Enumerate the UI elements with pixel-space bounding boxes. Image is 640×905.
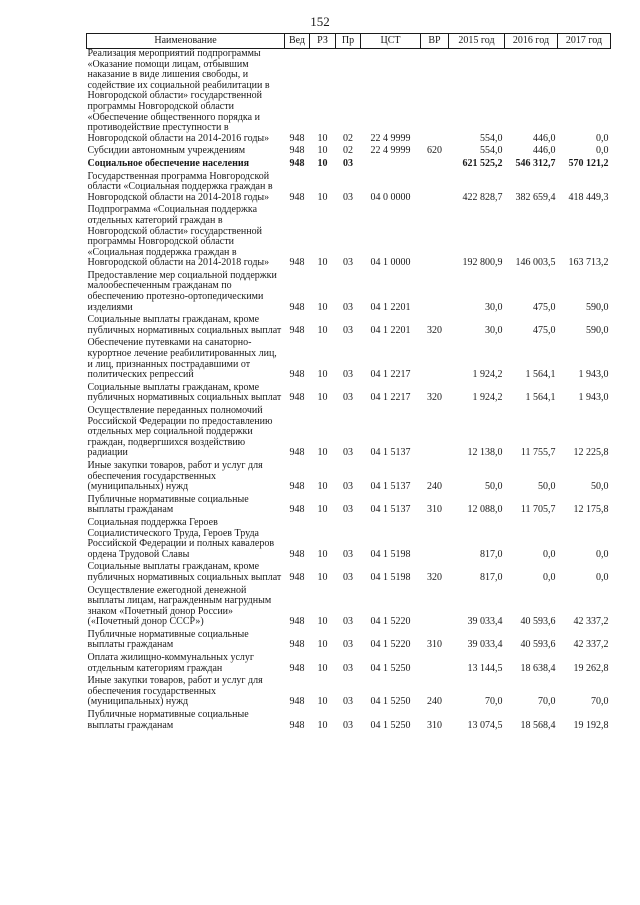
row-value-2016: 475,0 [533,324,556,336]
row-vr [421,271,449,315]
row-vr [421,49,449,147]
row-rz: 10 [317,145,328,157]
row-cst: 04 1 5137 [370,447,411,459]
row-value-2016: 40 593,6 [520,616,556,628]
row-value-2015: 30,0 [485,301,503,313]
row-rz: 10 [317,191,328,203]
row-value-2016: 382 659,4 [515,191,556,203]
table-row [87,271,611,315]
row-ved: 948 [289,301,305,313]
row-name: Иные закупки товаров, работ и услуг для обеспечения государственных (муниципальных) нужд [87,459,263,493]
row-pr: 03 [343,447,353,459]
row-name: Иные закупки товаров, работ и услуг для обеспечения государственных (муниципальных) нужд [87,675,263,708]
row-name: Оплата жилищно-коммунальных услуг отдельным категориям граждан [87,652,255,674]
header-pr: Пр [336,34,361,49]
row-cst: 04 1 0000 [370,257,411,269]
row-rz: 10 [317,369,328,381]
header-cst: ЦСТ [361,34,421,49]
row-pr: 03 [343,639,353,651]
row-value-2016: 70,0 [538,696,556,708]
row-value-2017: 0,0 [596,132,609,144]
row-value-2015: 554,0 [480,132,503,144]
row-pr: 03 [343,369,353,381]
row-cst [361,159,421,172]
row-value-2017: 418 449,3 [568,191,609,203]
row-rz: 10 [317,301,328,313]
row-pr: 03 [343,662,353,674]
table-row [87,172,611,206]
table-row [87,676,611,710]
row-vr: 320 [427,392,442,404]
row-rz: 10 [317,392,328,404]
row-cst: 04 1 5137 [370,504,411,516]
row-value-2016: 1 564,1 [525,369,556,381]
table-row [87,159,611,172]
row-ved: 948 [289,616,305,628]
row-name: Публичные нормативные социальные выплаты гражданам [87,709,249,731]
row-ved: 948 [289,447,305,459]
table-row [87,518,611,562]
budget-table [86,33,611,733]
row-value-2015: 554,0 [480,145,503,157]
row-vr [421,205,449,271]
row-value-2015: 192 800,9 [462,257,503,269]
row-rz: 10 [317,639,328,651]
row-pr: 03 [343,548,353,560]
row-value-2015: 817,0 [480,548,503,560]
row-name: Обеспечение путевками на санаторно-курортное лечение реабилитированных лиц, и лиц, признанных пострадавшими от политических репрессий [87,337,277,381]
row-vr: 310 [427,504,442,516]
table-row [87,461,611,495]
row-pr: 03 [343,324,353,336]
row-value-2016: 1 564,1 [525,392,556,404]
row-ved: 948 [289,662,305,674]
row-ved: 948 [289,257,305,269]
row-rz: 10 [317,504,328,516]
row-rz: 10 [317,481,328,493]
row-value-2017: 590,0 [586,301,609,313]
row-value-2015: 70,0 [485,696,503,708]
row-pr: 03 [343,392,353,404]
row-pr: 03 [343,504,353,516]
row-value-2017: 19 262,8 [573,662,609,674]
row-name: Социальные выплаты гражданам, кроме публичных нормативных социальных выплат [87,314,282,336]
row-ved: 948 [289,504,305,516]
table-row [87,495,611,518]
row-name: Предоставление мер социальной поддержки малообеспеченным гражданам по обеспечению протезно-ортопедическими изделиями [87,269,277,313]
row-vr: 240 [427,696,442,708]
row-value-2017: 19 192,8 [573,719,609,731]
row-vr [421,159,449,172]
row-ved: 948 [289,571,305,583]
table-header-row [87,34,611,49]
row-value-2017: 42 337,2 [573,616,609,628]
row-vr: 320 [427,324,442,336]
row-value-2015: 621 525,2 [462,157,503,169]
row-value-2015: 13 074,5 [467,719,503,731]
row-rz: 10 [317,662,328,674]
row-ved: 948 [289,145,305,157]
row-ved: 948 [289,191,305,203]
table-row [87,586,611,630]
row-value-2016: 11 705,7 [520,504,556,516]
row-value-2017: 570 121,2 [568,157,609,169]
row-cst: 04 1 5220 [370,639,411,651]
header-vr: ВР [421,34,449,49]
row-ved: 948 [289,324,305,336]
row-pr: 03 [343,481,353,493]
row-value-2017: 1 943,0 [578,369,609,381]
row-vr: 620 [427,145,442,157]
table-row [87,49,611,147]
table-row [87,710,611,733]
row-ved: 948 [289,639,305,651]
row-pr: 03 [343,257,353,269]
row-pr: 03 [343,191,353,203]
row-value-2015: 1 924,2 [472,369,503,381]
row-value-2015: 12 138,0 [467,447,503,459]
row-cst: 04 1 5250 [370,696,411,708]
row-cst: 04 1 5250 [370,662,411,674]
row-value-2016: 0,0 [543,571,556,583]
row-ved: 948 [289,157,305,169]
row-value-2015: 13 144,5 [467,662,503,674]
row-vr [421,172,449,206]
row-cst: 04 1 5220 [370,616,411,628]
row-value-2017: 12 175,8 [573,504,609,516]
row-vr: 310 [427,719,442,731]
row-value-2017: 12 225,8 [573,447,609,459]
row-name: Субсидии автономным учреждениям [87,145,246,157]
row-rz: 10 [317,696,328,708]
row-vr [421,586,449,630]
row-value-2016: 0,0 [543,548,556,560]
row-name: Государственная программа Новгородской области «Социальная поддержка граждан в Новгородской области на 2014-2018 годы» [87,170,273,203]
table-row [87,315,611,338]
row-value-2017: 70,0 [591,696,609,708]
row-cst: 22 4 9999 [370,132,411,144]
row-rz: 10 [317,132,328,144]
row-pr: 03 [343,157,353,169]
row-value-2017: 1 943,0 [578,392,609,404]
row-value-2016: 18 638,4 [520,662,556,674]
row-value-2016: 446,0 [533,145,556,157]
row-cst: 04 1 5198 [370,571,411,583]
row-ved: 948 [289,481,305,493]
row-name: Подпрограмма «Социальная поддержка отдельных категорий граждан в Новгородской области» государственной программы Новгородской области «Социальная поддержка граждан в Новгородской области на 2014-2018 годы» [87,204,270,269]
row-ved: 948 [289,696,305,708]
row-value-2015: 39 033,4 [467,639,503,651]
table-row [87,653,611,676]
row-value-2017: 0,0 [596,145,609,157]
row-pr: 02 [343,132,353,144]
row-vr [421,406,449,461]
row-value-2017: 0,0 [596,571,609,583]
table-row [87,630,611,653]
row-rz: 10 [317,447,328,459]
row-value-2017: 50,0 [591,481,609,493]
header-ved: Вед [285,34,310,49]
row-rz: 10 [317,548,328,560]
row-value-2015: 817,0 [480,571,503,583]
row-cst: 04 1 2201 [370,324,411,336]
row-pr: 03 [343,616,353,628]
table-row [87,338,611,382]
row-name: Публичные нормативные социальные выплаты гражданам [87,493,249,516]
row-vr: 240 [427,481,442,493]
row-pr: 03 [343,571,353,583]
row-name: Публичные нормативные социальные выплаты гражданам [87,628,249,651]
row-pr: 03 [343,301,353,313]
header-2017: 2017 год [558,34,611,49]
row-name: Социальная поддержка Героев Социалистического Труда, Героев Труда Российской Федерации и полных кавалеров ордена Трудовой Славы [87,516,275,560]
row-ved: 948 [289,548,305,560]
table-row [87,406,611,461]
row-value-2015: 422 828,7 [462,191,503,203]
row-cst: 22 4 9999 [370,145,411,157]
row-pr: 02 [343,145,353,157]
header-name: Наименование [87,34,285,49]
row-ved: 948 [289,132,305,144]
row-value-2016: 50,0 [538,481,556,493]
row-cst: 04 0 0000 [370,191,411,203]
row-name: Осуществление переданных полномочий Российской Федерации по предоставлению отдельных мер социальной поддержки граждан, подвергшихся воздействию радиации [87,405,273,459]
row-rz: 10 [317,257,328,269]
row-cst: 04 1 2217 [370,369,411,381]
row-cst: 04 1 5198 [370,548,411,560]
header-2015: 2015 год [449,34,505,49]
row-value-2017: 0,0 [596,548,609,560]
row-cst: 04 1 5137 [370,481,411,493]
row-rz: 10 [317,157,328,169]
row-value-2015: 39 033,4 [467,616,503,628]
row-value-2015: 1 924,2 [472,392,503,404]
row-name: Осуществление ежегодной денежной выплаты лицам, награжденным нагрудным знаком «Почетный донор России» («Почетный донор СССР») [87,584,272,628]
table-row [87,383,611,406]
row-pr: 03 [343,719,353,731]
row-rz: 10 [317,616,328,628]
table-row [87,205,611,271]
row-vr: 320 [427,571,442,583]
row-rz: 10 [317,719,328,731]
row-value-2015: 12 088,0 [467,504,503,516]
row-value-2016: 546 312,7 [515,157,556,169]
header-2016: 2016 год [505,34,558,49]
row-value-2015: 30,0 [485,324,503,336]
row-value-2016: 146 003,5 [515,257,556,269]
row-ved: 948 [289,392,305,404]
row-value-2017: 42 337,2 [573,639,609,651]
row-value-2017: 590,0 [586,324,609,336]
row-name: Реализация мероприятий подпрограммы «Оказание помощи лицам, отбывшим наказание в виде лишения свободы, и содействие их социальной реабилитации в Новгородской области» государственной программы Новгородской области «Обеспечение общественного порядка и противодействие преступности в Новгородской области на 2014-2016 годы» [87,48,270,144]
page-number: 152 [310,14,330,29]
row-vr [421,518,449,562]
row-value-2016: 475,0 [533,301,556,313]
row-value-2017: 163 713,2 [568,257,609,269]
row-cst: 04 1 5250 [370,719,411,731]
row-value-2016: 18 568,4 [520,719,556,731]
row-value-2015: 50,0 [485,481,503,493]
row-cst: 04 1 2217 [370,392,411,404]
table-row [87,562,611,585]
row-cst: 04 1 2201 [370,301,411,313]
row-name: Социальное обеспечение населения [87,157,250,169]
row-vr [421,338,449,382]
row-pr: 03 [343,696,353,708]
header-rz: РЗ [310,34,336,49]
row-ved: 948 [289,719,305,731]
row-name: Социальные выплаты гражданам, кроме публичных нормативных социальных выплат [87,381,282,404]
row-vr [421,653,449,676]
row-value-2016: 11 755,7 [520,447,556,459]
row-value-2016: 40 593,6 [520,639,556,651]
row-rz: 10 [317,571,328,583]
row-rz: 10 [317,324,328,336]
row-vr: 310 [427,639,442,651]
row-name: Социальные выплаты гражданам, кроме публичных нормативных социальных выплат [87,561,282,583]
row-value-2016: 446,0 [533,132,556,144]
row-ved: 948 [289,369,305,381]
